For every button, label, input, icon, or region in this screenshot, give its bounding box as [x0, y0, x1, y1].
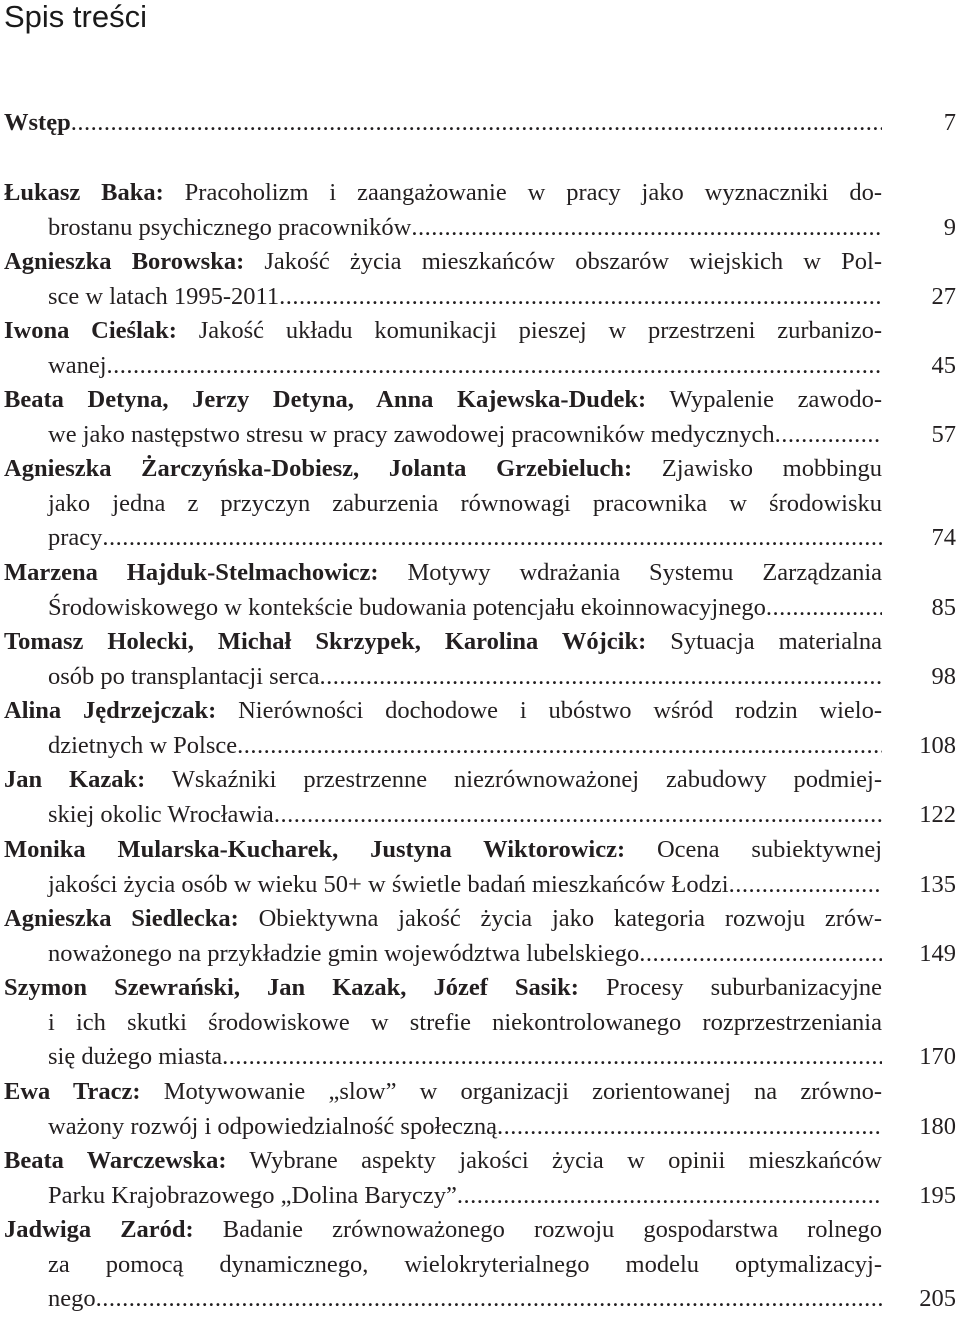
toc-entry-line [4, 245, 882, 280]
toc-entry-title: Motywowanie „slow” w organizacji zorientowanej na zrówno- [140, 1078, 882, 1105]
toc-entry-line [4, 1282, 882, 1317]
toc-leader-dots [237, 729, 882, 764]
toc-entry-line [4, 211, 882, 246]
toc-entry-author: Tomasz Holecki, Michał Skrzypek, Karolina Wójcik: [4, 628, 647, 655]
toc-entry-title: Parku Krajobrazowego „Dolina Baryczy” [48, 1181, 457, 1209]
toc-entry-title: pracy [48, 524, 103, 552]
toc-entry-title: Badanie zrównoważonego rozwoju gospodarstwa rolnego [193, 1216, 882, 1243]
toc-page-number: 57 [931, 420, 956, 448]
toc-entry-title: dzietnych w Polsce [48, 731, 238, 759]
toc-entry-title: Jakość układu komunikacji pieszej w przestrzeni zurbanizo- [176, 317, 882, 344]
toc-entry-title: jakości życia osób w wieku 50+ w świetle badań mieszkańców Łodzi [48, 870, 729, 898]
toc-entry-line [4, 383, 882, 418]
toc-page-number: 74 [931, 524, 956, 552]
toc-entry-title: Obiektywna jakość życia jako kategoria rozwoju zrów- [238, 905, 882, 932]
toc-entry-title: i ich skutki środowiskowe w strefie niekontrolowanego rozprzestrzeniania [48, 1008, 882, 1036]
toc-entry[interactable] [4, 106, 956, 141]
toc-entry-author: Alina Jędrzejczak: [4, 697, 217, 724]
toc-entry-line [4, 868, 882, 903]
toc-entry-line [4, 937, 882, 972]
toc-leader-dots [411, 211, 882, 246]
toc-entry[interactable] [4, 902, 956, 971]
toc-entry-title: nego [48, 1285, 96, 1313]
toc-entry-line [4, 1248, 882, 1283]
toc-entry[interactable] [4, 833, 956, 902]
toc-page-number: 85 [931, 593, 956, 621]
toc-leader-dots [107, 349, 883, 384]
toc-entry-title: Środowiskowego w kontekście budowania potencjału ekoinnowacyjnego [48, 593, 766, 621]
toc-entry-author: Agnieszka Siedlecka: [4, 905, 239, 932]
toc-entry-line [4, 176, 882, 211]
toc-entry-title: osób po transplantacji serca [48, 662, 320, 690]
toc-entry-line [4, 1110, 882, 1145]
toc-entry-title: sce w latach 1995-2011 [48, 282, 280, 310]
toc-leader-dots [279, 280, 882, 315]
toc-entry-line [4, 591, 882, 626]
toc-page-number: 108 [919, 731, 956, 759]
toc-leader-dots [96, 1282, 882, 1317]
toc-entry-line [4, 694, 882, 729]
toc-entry[interactable] [4, 694, 956, 763]
toc-entry-title: brostanu psychicznego pracowników [48, 213, 412, 241]
toc-entry-author: Marzena Hajduk-Stelmachowicz: [4, 559, 379, 586]
toc-page-number: 45 [931, 351, 956, 379]
toc-entry-author: Beata Detyna, Jerzy Detyna, Anna Kajewska-Dudek: [4, 386, 647, 413]
toc-leader-dots [274, 798, 882, 833]
toc-entry-author: Ewa Tracz: [4, 1078, 141, 1105]
toc-page-number: 170 [919, 1043, 956, 1071]
toc-entry-line [4, 1144, 882, 1179]
toc-entry-author: Monika Mularska-Kucharek, Justyna Wiktorowicz: [4, 836, 626, 863]
toc-entry-title: Jakość życia mieszkańców obszarów wiejskich w Pol- [244, 248, 882, 275]
toc-entry-line [4, 971, 882, 1006]
toc-entry-line [4, 660, 882, 695]
toc-entry-author: Agnieszka Żarczyńska-Dobiesz, Jolanta Grzebieluch: [4, 455, 633, 482]
toc-entry-author: Iwona Cieślak: [4, 317, 177, 344]
toc-entry-line [4, 763, 882, 798]
toc-leader-dots [222, 1040, 882, 1075]
toc-leader-dots [457, 1179, 882, 1214]
toc-leader-dots [729, 868, 882, 903]
toc-page-number: 9 [943, 213, 956, 241]
toc-entry-line [4, 729, 882, 764]
toc-page-number: 180 [919, 1112, 956, 1140]
toc-entry[interactable] [4, 314, 956, 383]
toc-entry[interactable] [4, 556, 956, 625]
toc-page-number: 195 [919, 1181, 956, 1209]
toc-entry-line [4, 521, 882, 556]
toc-entry-author: Jadwiga Zaród: [4, 1216, 194, 1243]
toc-leader-dots [71, 106, 882, 141]
toc-page-number: 135 [919, 870, 956, 898]
toc-entry-line [4, 1006, 882, 1041]
toc-entry[interactable] [4, 1144, 956, 1213]
toc-entry[interactable] [4, 1213, 956, 1317]
toc-leader-dots [102, 521, 882, 556]
toc-entry-title: się dużego miasta [48, 1043, 223, 1071]
toc-entry-title: ważony rozwój i odpowiedzialność społeczną [48, 1112, 498, 1140]
toc-entry[interactable] [4, 763, 956, 832]
toc-entry-title: wanej [48, 351, 107, 379]
toc-entry-line [4, 1213, 882, 1248]
toc-entry-line [4, 625, 882, 660]
toc-entry-title: Wybrane aspekty jakości życia w opinii mieszkańców [226, 1147, 882, 1174]
toc-entry-line [4, 1040, 882, 1075]
toc-entry[interactable] [4, 1075, 956, 1144]
toc-entry-line [4, 1179, 882, 1214]
toc-entry-title: za pomocą dynamicznego, wielokryterialnego modelu optymalizacyj- [48, 1250, 882, 1278]
toc-entry-title: skiej okolic Wrocławia [48, 800, 274, 828]
toc-entry-author: Beata Warczewska: [4, 1147, 227, 1174]
toc-entry-title: Zjawisko mobbingu [632, 455, 882, 482]
toc-entry-author: Łukasz Baka: [4, 179, 164, 206]
toc-entry-author: Jan Kazak: [4, 766, 146, 793]
toc-entry-author: Szymon Szewrański, Jan Kazak, Józef Sasik: [4, 974, 579, 1001]
toc-page-number: 205 [919, 1285, 956, 1313]
toc-entry-line [4, 280, 882, 315]
toc-leader-dots [497, 1110, 882, 1145]
toc-entry-title: we jako następstwo stresu w pracy zawodowej pracowników medycznych [48, 420, 775, 448]
toc-entry-line [4, 418, 882, 453]
toc-entry-line [4, 349, 882, 384]
toc-entry-line [4, 314, 882, 349]
toc-entry-title: Wskaźniki przestrzenne niezrównoważonej zabudowy podmiej- [145, 766, 882, 793]
toc-entry-title-bold: Wstęp [4, 109, 71, 136]
toc-page-number: 122 [919, 800, 956, 828]
toc-entry[interactable] [4, 971, 956, 1075]
toc-entry-author: Agnieszka Borowska: [4, 248, 245, 275]
toc-entry-line [4, 556, 882, 591]
toc-entry-title: jako jedna z przyczyn zaburzenia równowagi pracownika w środowisku [48, 489, 882, 517]
toc-leader-dots [319, 660, 882, 695]
toc-entry-line [4, 1075, 882, 1110]
toc-entry[interactable] [4, 245, 956, 314]
toc-entry[interactable] [4, 452, 956, 556]
toc-leader-dots [766, 591, 882, 626]
toc-entry-title: noważonego na przykładzie gmin województwa lubelskiego [48, 939, 640, 967]
toc-entry[interactable] [4, 383, 956, 452]
toc-entry-line [4, 902, 882, 937]
toc-entry-title: Procesy suburbanizacyjne [578, 974, 882, 1001]
toc-entry-line [4, 106, 882, 141]
toc-leader-dots [775, 418, 882, 453]
toc-entry-title: Pracoholizm i zaangażowanie w pracy jako wyznaczniki do- [163, 179, 882, 206]
toc-entry-line [4, 833, 882, 868]
toc-entry-title: Wypalenie zawodo- [646, 386, 882, 413]
toc-entry-line [4, 798, 882, 833]
toc-page-number: 149 [919, 939, 956, 967]
toc-entry-line [4, 487, 882, 522]
toc-entry-title: Ocena subiektywnej [625, 836, 882, 863]
toc-entry[interactable] [4, 625, 956, 694]
toc-leader-dots [639, 937, 882, 972]
toc-entry-title: Nierówności dochodowe i ubóstwo wśród rodzin wielo- [216, 697, 882, 724]
toc-entry-line [4, 452, 882, 487]
toc-entry-title: Sytuacja materialna [646, 628, 882, 655]
toc-entry[interactable] [4, 176, 956, 245]
page-title: Spis treści [4, 0, 147, 34]
toc-page-number: 98 [931, 662, 956, 690]
toc-entry-title: Motywy wdrażania Systemu Zarządzania [378, 559, 882, 586]
toc-page-number: 27 [931, 282, 956, 310]
toc-page-number: 7 [943, 109, 956, 136]
